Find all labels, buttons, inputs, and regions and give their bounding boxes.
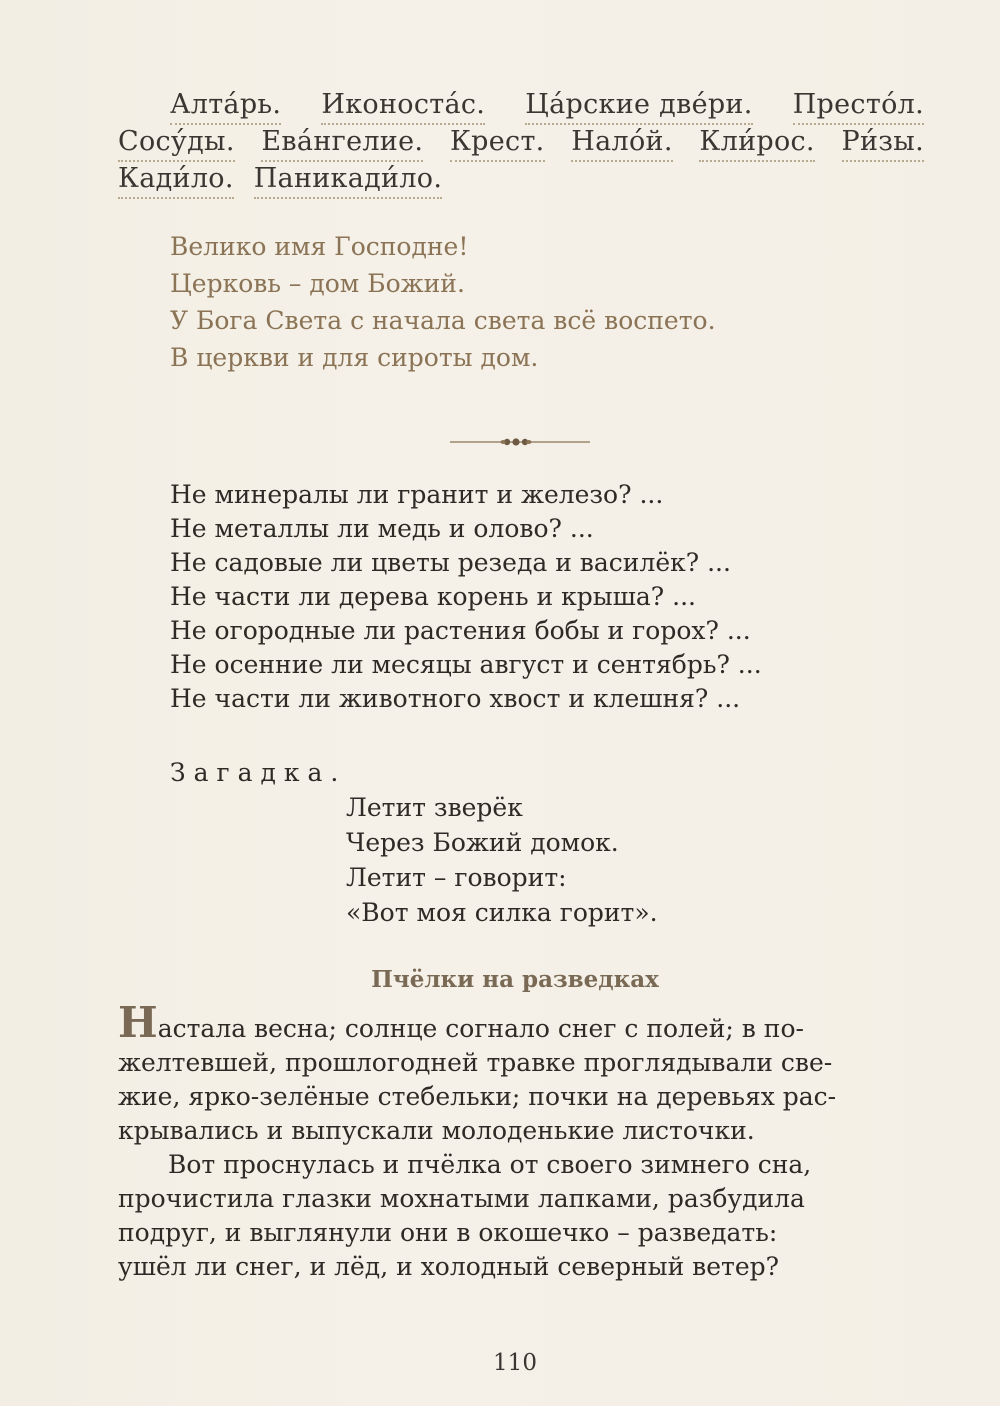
- riddle-line: «Вот моя силка горит».: [346, 898, 658, 927]
- drop-cap: Н: [118, 998, 158, 1047]
- question-line: Не части ли дерева корень и крыша? ...: [170, 582, 696, 611]
- vocab-word: Кли́рос.: [699, 125, 814, 162]
- church-verse: [170, 228, 716, 376]
- ornament-divider-icon: [450, 432, 590, 452]
- story-title: Пчёлки на разведках: [371, 966, 659, 993]
- story-fragment: астала весна; солнце согнало снег с полей; в по-: [157, 1014, 804, 1043]
- vocabulary-line: [118, 162, 924, 199]
- story-line: [118, 1114, 918, 1148]
- riddle-heading: Загадка.: [170, 758, 347, 787]
- vocabulary-block: [118, 88, 924, 199]
- story-fragment: крывались и выпускали молоденькие листочки.: [118, 1116, 755, 1145]
- vocab-word: Ри́зы.: [842, 125, 924, 162]
- story-line: [118, 1250, 918, 1284]
- verse-line: Велико имя Господне!: [170, 232, 469, 261]
- vocab-word: Ева́нгелие.: [261, 125, 423, 162]
- story-line: [118, 1148, 918, 1182]
- vocabulary-line: [118, 88, 924, 125]
- question-line: Не минералы ли гранит и железо? ...: [170, 480, 664, 509]
- verse-line: Церковь – дом Божий.: [170, 269, 465, 298]
- story-text: [118, 998, 918, 1284]
- story-fragment: жие, ярко-зелёные стебельки; почки на деревьях рас-: [118, 1082, 837, 1111]
- vocab-word: Нало́й.: [571, 125, 672, 162]
- story-fragment: подруг, и выглянули они в окошечко – разведать:: [118, 1218, 778, 1247]
- question-line: Не части ли животного хвост и клешня? ...: [170, 684, 741, 713]
- riddle-line: Через Божий домок.: [346, 828, 619, 857]
- vocab-word: Крест.: [450, 125, 545, 162]
- question-line: Не огородные ли растения бобы и горох? ...: [170, 616, 751, 645]
- story-fragment: желтевшей, прошлогодней травке проглядывали све-: [118, 1048, 833, 1077]
- verse-line: В церкви и для сироты дом.: [170, 343, 539, 372]
- story-line: [118, 1216, 918, 1250]
- vocab-word: Алта́рь.: [170, 88, 281, 125]
- question-line: Не садовые ли цветы резеда и василёк? ...: [170, 548, 731, 577]
- story-line: [118, 998, 918, 1047]
- questions-list: [170, 478, 762, 716]
- question-line: Не осенние ли месяцы август и сентябрь? ...: [170, 650, 762, 679]
- story-fragment: прочистила глазки мохнатыми лапками, разбудила: [118, 1184, 805, 1213]
- vocab-word: Престо́л.: [793, 88, 924, 125]
- vocab-word: Паникади́ло.: [254, 162, 443, 199]
- question-line: Не металлы ли медь и олово? ...: [170, 514, 594, 543]
- story-line: [118, 1046, 918, 1080]
- vocabulary-line: [118, 125, 924, 162]
- vocab-word: Ца́рские две́ри.: [525, 88, 752, 125]
- page-number: 110: [493, 1350, 537, 1376]
- story-fragment: Вот проснулась и пчёлка от своего зимнего сна,: [168, 1150, 812, 1179]
- vocab-word: Иконоста́с.: [321, 88, 485, 125]
- story-fragment: ушёл ли снег, и лёд, и холодный северный ветер?: [118, 1252, 780, 1281]
- riddle-line: Летит зверёк: [346, 793, 523, 822]
- vocab-word: Сосу́ды.: [118, 125, 235, 162]
- riddle-line: Летит – говорит:: [346, 863, 567, 892]
- verse-line: У Бога Света с начала света всё воспето.: [170, 306, 716, 335]
- riddle-text: [346, 790, 658, 930]
- story-line: [118, 1080, 918, 1114]
- story-line: [118, 1182, 918, 1216]
- vocab-word: Кади́ло.: [118, 162, 234, 199]
